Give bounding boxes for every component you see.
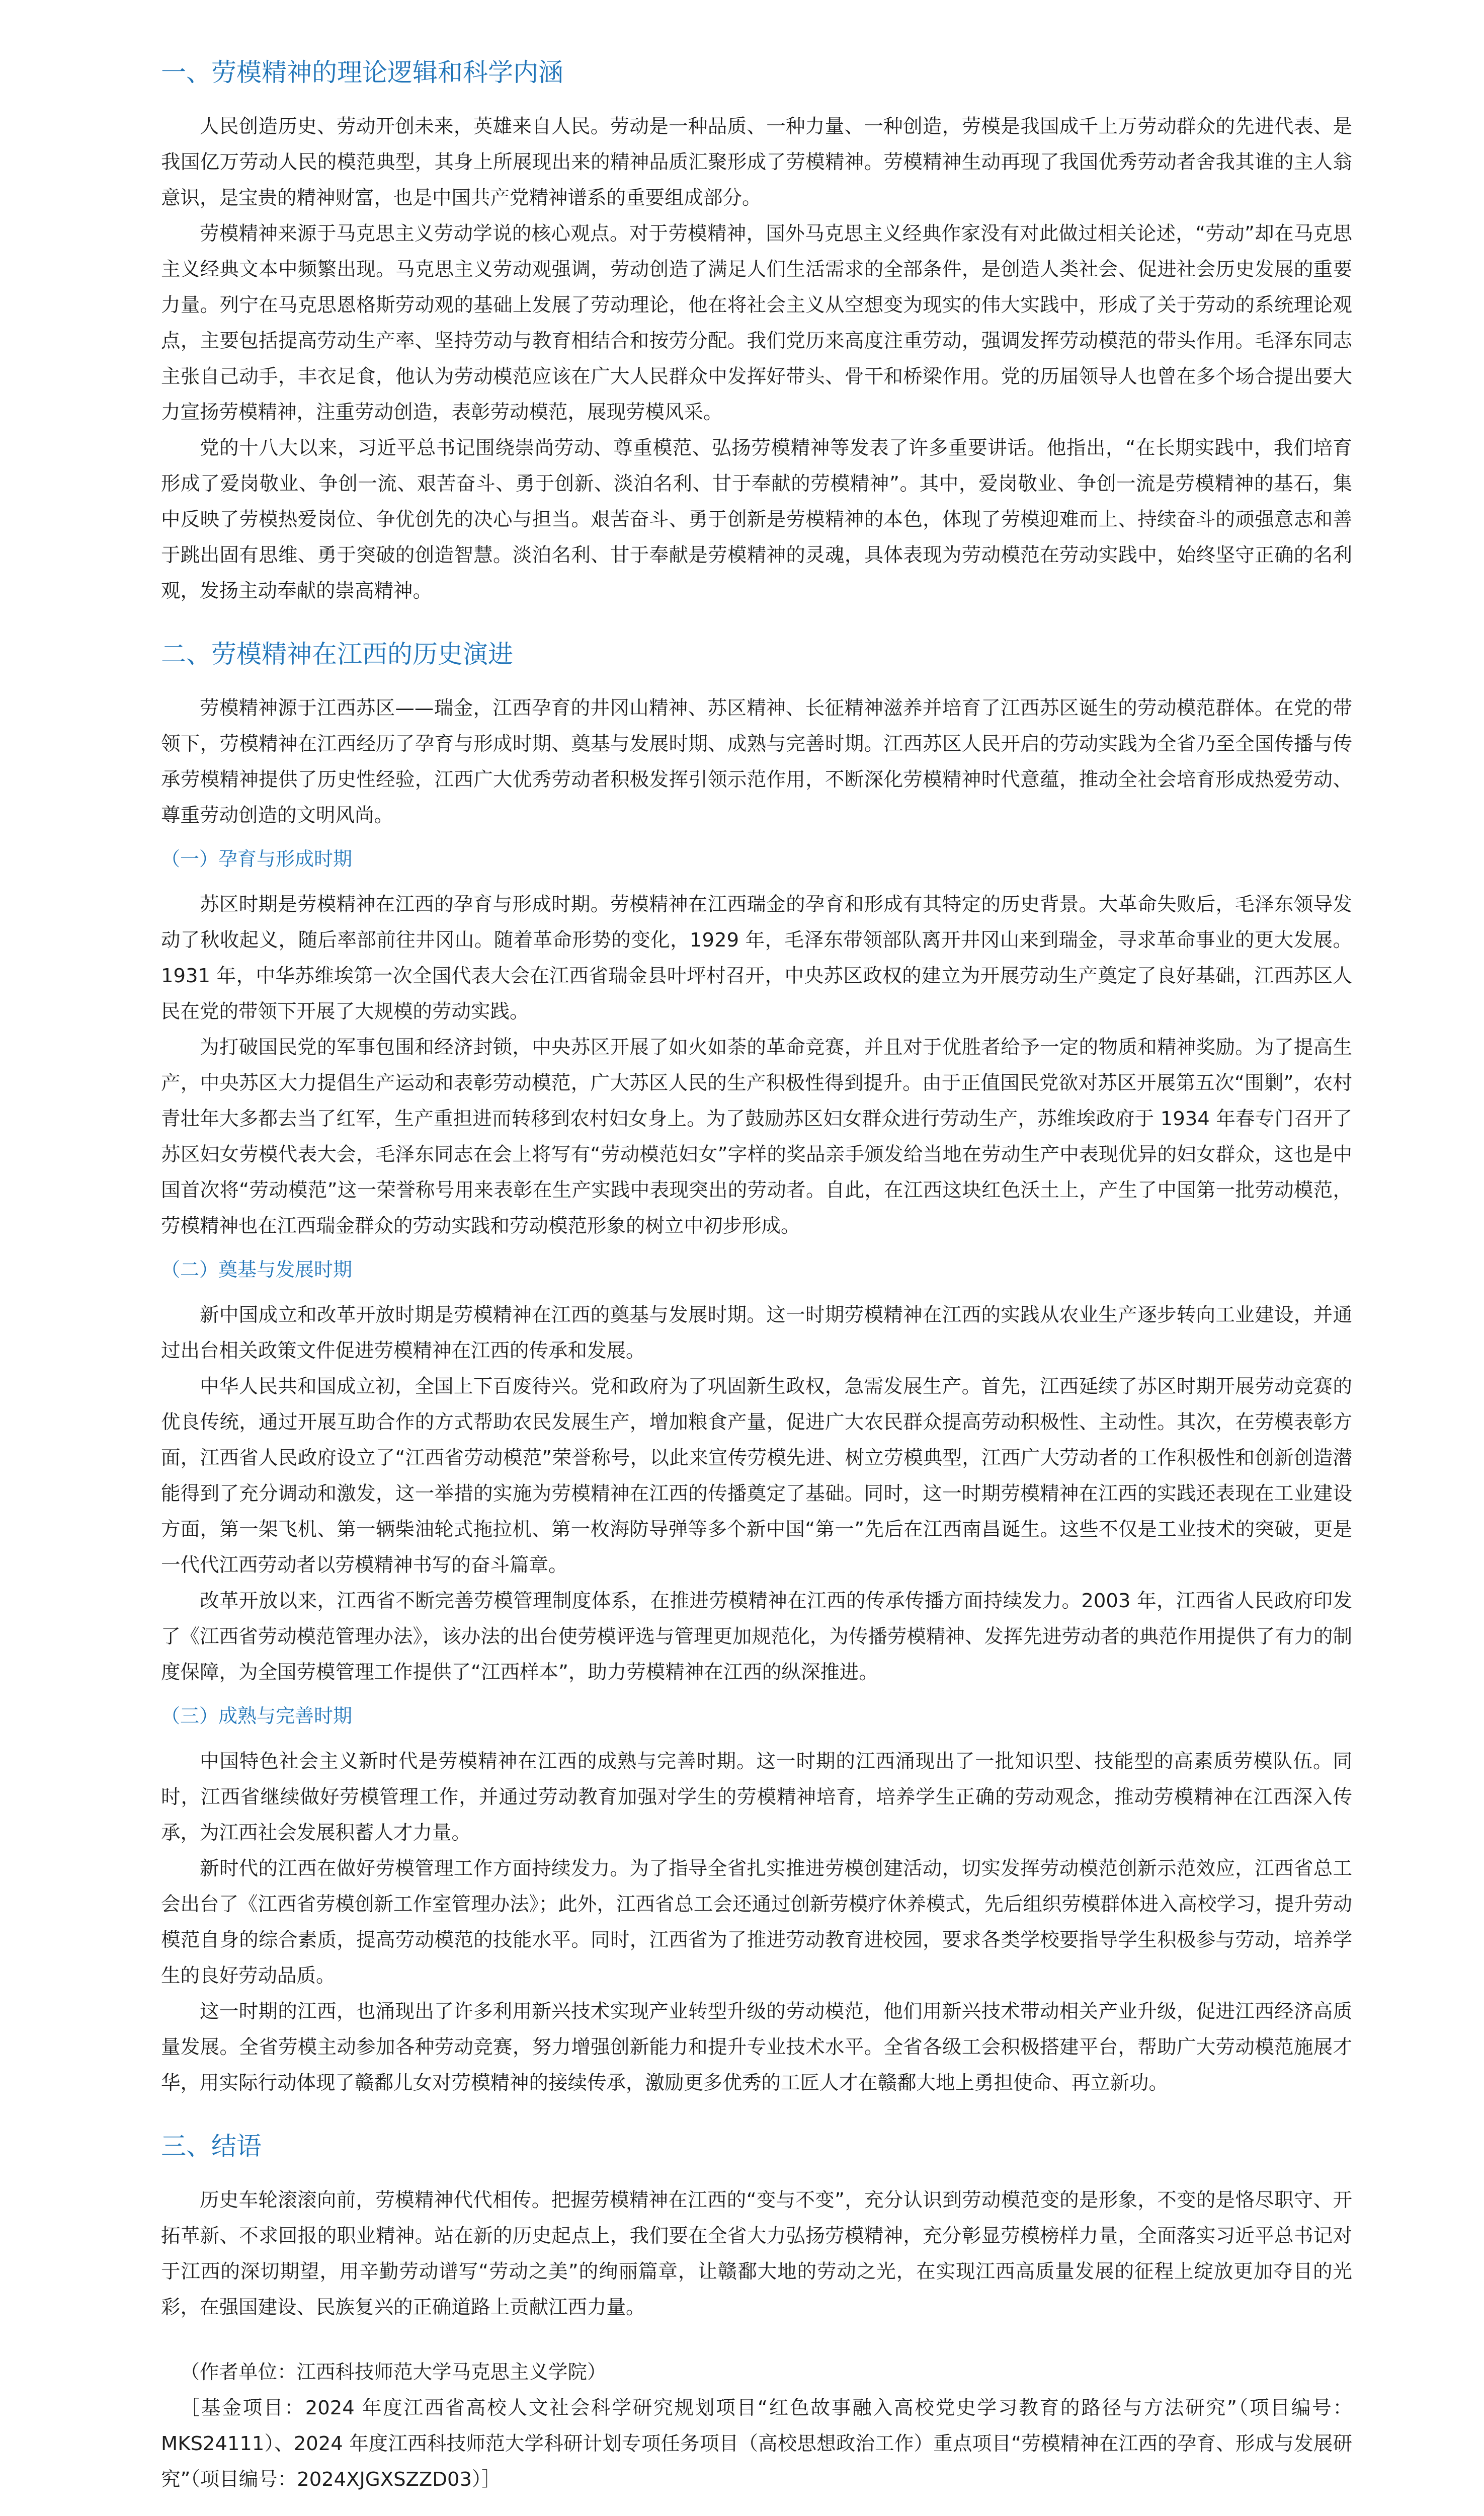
paragraph: 党的十八大以来，习近平总书记围绕崇尚劳动、尊重模范、弘扬劳模精神等发表了许多重要讲话。他指出，“在长期实践中，我们培育形成了爱岗敬业、争创一流、艰苦奋斗、勇于创新、淡泊名利、甘于奉献的劳模精神”。其中，爱岗敬业、争创一流是劳模精神的基石，集中反映了劳模热爱岗位、争优创先的决心与担当。艰苦奋斗、勇于创新是劳模精神的本色，体现了劳模迎难而上、持续奋斗的顽强意志和善于跳出固有思维、勇于突破的创造智慧。淡泊名利、甘于奉献是劳模精神的灵魂，具体表现为劳动模范在劳动实践中，始终坚守正确的名利观，发扬主动奉献的崇高精神。: [161, 437, 1352, 602]
subsection-title: （二）奠基与发展时期: [161, 1259, 353, 1281]
section-conclusion: [161, 2130, 1352, 2325]
paragraph: 为打破国民党的军事包围和经济封锁，中央苏区开展了如火如荼的革命竞赛，并且对于优胜者给予一定的物质和精神奖励。为了提高生产，中央苏区大力提倡生产运动和表彰劳动模范，广大苏区人民的生产积极性得到提升。由于正值国民党欲对苏区开展第五次“围剿”，农村青壮年大多都去当了红军，生产重担进而转移到农村妇女身上。为了鼓励苏区妇女群众进行劳动生产，苏维埃政府于 1934 年春专门召开了苏区妇女劳模代表大会，毛泽东同志在会上将写有“劳动模范妇女”字样的奖品亲手颁发给当地在劳动生产中表现优异的妇女群众，这也是中国首次将“劳动模范”这一荣誉称号用来表彰在生产实践中表现突出的劳动者。自此，在江西这块红色沃土上，产生了中国第一批劳动模范，劳模精神也在江西瑞金群众的劳动实践和劳动模范形象的树立中初步形成。: [161, 1036, 1352, 1237]
paragraph: 人民创造历史、劳动开创未来，英雄来自人民。劳动是一种品质、一种力量、一种创造，劳模是我国成千上万劳动群众的先进代表、是我国亿万劳动人民的模范典型，其身上所展现出来的精神品质汇聚形成了劳模精神。劳模精神生动再现了我国优秀劳动者舍我其谁的主人翁意识，是宝贵的精神财富，也是中国共产党精神谱系的重要组成部分。: [161, 115, 1352, 209]
section-title: 二、劳模精神在江西的历史演进: [161, 640, 513, 669]
section-title: 一、劳模精神的理论逻辑和科学内涵: [161, 58, 563, 87]
article-notes: [161, 2354, 1352, 2497]
paragraph: 劳模精神源于江西苏区——瑞金，江西孕育的井冈山精神、苏区精神、长征精神滋养并培育了江西苏区诞生的劳动模范群体。在党的带领下，劳模精神在江西经历了孕育与形成时期、奠基与发展时期、成熟与完善时期。江西苏区人民开启的劳动实践为全省乃至全国传播与传承劳模精神提供了历史性经验，江西广大优秀劳动者积极发挥引领示范作用，不断深化劳模精神时代意蕴，推动全社会培育形成热爱劳动、尊重劳动创造的文明风尚。: [161, 697, 1352, 827]
paragraph: 新时代的江西在做好劳模管理工作方面持续发力。为了指导全省扎实推进劳模创建活动，切实发挥劳动模范创新示范效应，江西省总工会出台了《江西省劳模创新工作室管理办法》；此外，江西省总工会还通过创新劳模疗休养模式，先后组织劳模群体进入高校学习，提升劳动模范自身的综合素质，提高劳动模范的技能水平。同时，江西省为了推进劳动教育进校园，要求各类学校要指导学生积极参与劳动，培养学生的良好劳动品质。: [161, 1857, 1352, 1987]
paragraph: 历史车轮滚滚向前，劳模精神代代相传。把握劳模精神在江西的“变与不变”，充分认识到劳动模范变的是形象，不变的是恪尽职守、开拓革新、不求回报的职业精神。站在新的历史起点上，我们要在全省大力弘扬劳模精神，充分彰显劳模榜样力量，全面落实习近平总书记对于江西的深切期望，用辛勤劳动谱写“劳动之美”的绚丽篇章，让赣鄱大地的劳动之光，在实现江西高质量发展的征程上绽放更加夺目的光彩，在强国建设、民族复兴的正确道路上贡献江西力量。: [161, 2189, 1352, 2319]
subsection-title: （三）成熟与完善时期: [161, 1705, 353, 1727]
paragraph: 新中国成立和改革开放时期是劳模精神在江西的奠基与发展时期。这一时期劳模精神在江西的实践从农业生产逐步转向工业建设，并通过出台相关政策文件促进劳模精神在江西的传承和发展。: [161, 1304, 1352, 1362]
funding-note: ［基金项目：2024 年度江西省高校人文社会科学研究规划项目“红色故事融入高校党史学习教育的路径与方法研究”（项目编号：MKS24111）、2024 年度江西科技师范大学科研计划专项任务项目（高校思想政治工作）重点项目“劳模精神在江西的孕育、形成与发展研究”（项目编号：2024XJGXSZZD03）］: [161, 2397, 1352, 2491]
section-title: 三、结语: [161, 2132, 262, 2161]
paragraph: 这一时期的江西，也涌现出了许多利用新兴技术实现产业转型升级的劳动模范，他们用新兴技术带动相关产业升级，促进江西经济高质量发展。全省劳模主动参加各种劳动竞赛，努力增强创新能力和提升专业技术水平。全省各级工会积极搭建平台，帮助广大劳动模范施展才华，用实际行动体现了赣鄱儿女对劳模精神的接续传承，激励更多优秀的工匠人才在赣鄱大地上勇担使命、再立新功。: [161, 2000, 1352, 2094]
paragraph: 中华人民共和国成立初，全国上下百废待兴。党和政府为了巩固新生政权，急需发展生产。首先，江西延续了苏区时期开展劳动竞赛的优良传统，通过开展互助合作的方式帮助农民发展生产，增加粮食产量，促进广大农民群众提高劳动积极性、主动性。其次，在劳模表彰方面，江西省人民政府设立了“江西省劳动模范”荣誉称号，以此来宣传劳模先进、树立劳模典型，江西广大劳动者的工作积极性和创新创造潜能得到了充分调动和激发，这一举措的实施为劳模精神在江西的传播奠定了基础。同时，这一时期劳模精神在江西的实践还表现在工业建设方面，第一架飞机、第一辆柴油轮式拖拉机、第一枚海防导弹等多个新中国“第一”先后在江西南昌诞生。这些不仅是工业技术的突破，更是一代代江西劳动者以劳模精神书写的奋斗篇章。: [161, 1375, 1352, 1577]
paragraph: 中国特色社会主义新时代是劳模精神在江西的成熟与完善时期。这一时期的江西涌现出了一批知识型、技能型的高素质劳模队伍。同时，江西省继续做好劳模管理工作，并通过劳动教育加强对学生的劳模精神培育，培养学生正确的劳动观念，推动劳模精神在江西深入传承，为江西社会发展积蓄人才力量。: [161, 1750, 1352, 1844]
section-history: [161, 638, 1352, 2101]
paragraph: 改革开放以来，江西省不断完善劳模管理制度体系，在推进劳模精神在江西的传承传播方面持续发力。2003 年，江西省人民政府印发了《江西省劳动模范管理办法》，该办法的出台使劳模评选与管理更加规范化，为传播劳模精神、发挥先进劳动者的典范作用提供了有力的制度保障，为全国劳模管理工作提供了“江西样本”，助力劳模精神在江西的纵深推进。: [161, 1590, 1352, 1684]
author-affiliation: （作者单位：江西科技师范大学马克思主义学院）: [180, 2361, 607, 2384]
paragraph: 苏区时期是劳模精神在江西的孕育与形成时期。劳模精神在江西瑞金的孕育和形成有其特定的历史背景。大革命失败后，毛泽东领导发动了秋收起义，随后率部前往井冈山。随着革命形势的变化，1929 年，毛泽东带领部队离开井冈山来到瑞金，寻求革命事业的更大发展。1931 年，中华苏维埃第一次全国代表大会在江西省瑞金县叶坪村召开，中央苏区政权的建立为开展劳动生产奠定了良好基础，江西苏区人民在党的带领下开展了大规模的劳动实践。: [161, 893, 1352, 1023]
subsection-title: （一）孕育与形成时期: [161, 848, 353, 870]
section-theory: [161, 56, 1352, 609]
paragraph: 劳模精神来源于马克思主义劳动学说的核心观点。对于劳模精神，国外马克思主义经典作家没有对此做过相关论述，“劳动”却在马克思主义经典文本中频繁出现。马克思主义劳动观强调，劳动创造了满足人们生活需求的全部条件，是创造人类社会、促进社会历史发展的重要力量。列宁在马克思恩格斯劳动观的基础上发展了劳动理论，他在将社会主义从空想变为现实的伟大实践中，形成了关于劳动的系统理论观点，主要包括提高劳动生产率、坚持劳动与教育相结合和按劳分配。我们党历来高度注重劳动，强调发挥劳动模范的带头作用。毛泽东同志主张自己动手，丰衣足食，他认为劳动模范应该在广大人民群众中发挥好带头、骨干和桥梁作用。党的历届领导人也曾在多个场合提出要大力宣扬劳模精神，注重劳动创造，表彰劳动模范，展现劳模风采。: [161, 222, 1352, 424]
